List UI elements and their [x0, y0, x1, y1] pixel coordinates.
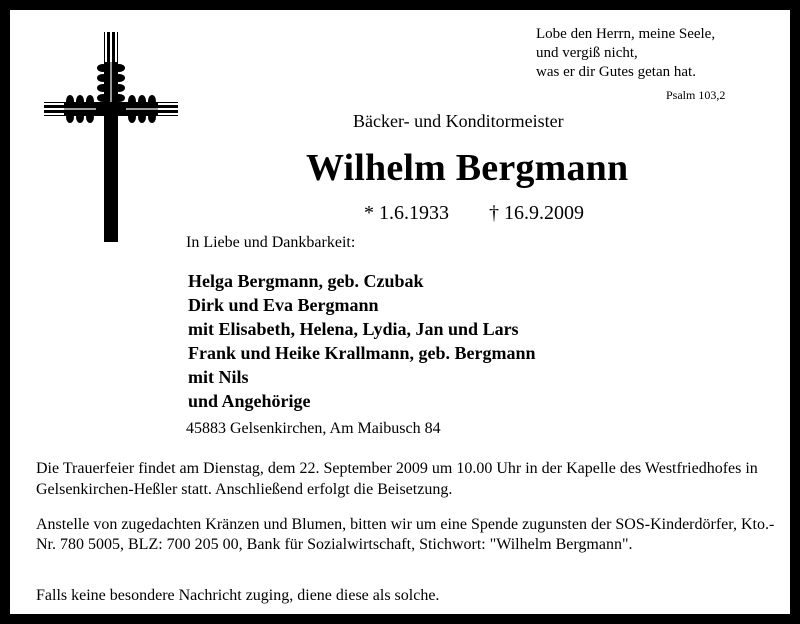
ceremony-notice: Die Trauerfeier findet am Dienstag, dem 22. September 2009 um 10.00 Uhr in der Kapelle des Westfriedhofes in Gelsenkirchen-Heßler statt. Anschließend erfolgt die Beisetzung. — [36, 460, 758, 498]
psalm-line: was er dir Gutes getan hat. — [536, 64, 696, 80]
mourners-list — [188, 269, 536, 413]
birth-date: * 1.6.1933 — [364, 202, 449, 224]
death-date: † 16.9.2009 — [489, 202, 584, 224]
psalm-reference: Psalm 103,2 — [666, 88, 726, 102]
closing-notice: Falls keine besondere Nachricht zuging, diene diese als solche. — [36, 587, 440, 604]
wheat-cross-icon — [30, 32, 190, 242]
mourner-line: mit Nils — [188, 367, 249, 387]
occupation: Bäcker- und Konditormeister — [353, 111, 564, 131]
mourner-line: Frank und Heike Krallmann, geb. Bergmann — [188, 343, 536, 363]
psalm-line: Lobe den Herrn, meine Seele, — [536, 26, 716, 42]
mourner-line: Dirk und Eva Bergmann — [188, 295, 379, 315]
mourner-line: und Angehörige — [188, 391, 311, 411]
deceased-name: Wilhelm Bergmann — [306, 147, 629, 189]
psalm-line: und vergiß nicht, — [536, 45, 638, 61]
psalm-quote — [536, 25, 715, 82]
donation-notice: Anstelle von zugedachten Kränzen und Blumen, bitten wir um eine Spende zugunsten der SOS-Kinderdörfer, Kto.-Nr. 780 5005, BLZ: 700 205 00, Bank für Sozialwirtschaft, Stichwort: "Wilhelm Bergmann". — [36, 516, 775, 553]
mourners-intro: In Liebe und Dankbarkeit: — [186, 234, 356, 251]
mourner-line: Helga Bergmann, geb. Czubak — [188, 271, 424, 291]
mourner-line: mit Elisabeth, Helena, Lydia, Jan und Lars — [188, 319, 519, 339]
address: 45883 Gelsenkirchen, Am Maibusch 84 — [186, 420, 441, 437]
